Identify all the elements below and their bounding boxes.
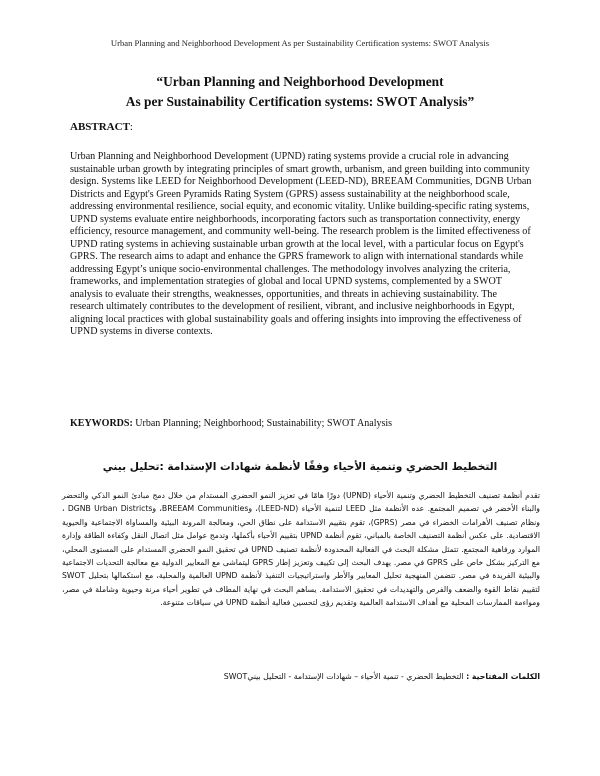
arabic-title: التخطيط الحضري وتنمية الأحياء وفقًا لأنظمة شهادات الإستدامة :تحليل بيني [102, 461, 498, 473]
arabic-keywords [62, 672, 540, 681]
keywords-text: Urban Planning; Neighborhood; Sustainability; SWOT Analysis [132, 418, 393, 429]
arabic-abstract-text: تقدم أنظمة تصنيف التخطيط الحضري وتنمية الأحياء (UPND) دورًا هامًا في تعزيز النمو الحضري المستدام من خلال دمج مبادئ النمو الذكي والتحضر والبناء الأخضر في تصميم المجتمع. عده الأنظمة مثل LEED لتنمية الأحياء (LEED-ND)، وBREEAM Communities، وDGNB Urban Districts ، ونظام تصنيف الأهرامات الخضراء في مصر (GPRS)، تقوم بتقييم الاستدامة على نطاق الحي، ومعالجة المرونة البيئية والمساواة الاجتماعية والحيوية الاقتصادية. على عكس أنظمة التصنيف الخاصة بالمباني، تقوم أنظمة UPND بتقييم الأحياء بأكملها، وتدمج عوامل مثل اتصال النقل وكفاءة الطاقة وإدارة الموارد ورفاهية المجتمع. تتمثل مشكلة البحث في الفعالية المحدودة لأنظمة تصنيف UPND في تحقيق النمو الحضري المستدام على المستوى المحلي، مع التركيز بشكل خاص على GPRS في مصر. يهدف البحث إلى تكييف وتعزيز إطار GPRS ليتماشى مع المعايير الدولية مع معالجة التحديات الاجتماعية والبيئية الفريدة في مصر. تتضمن المنهجية تحليل المعايير والأطر واستراتيجيات التنفيذ لأنظمة UPND العالمية والمحلية، مع استكمالها بتحليل SWOT لتقييم نقاط القوة والضعف والفرص والتهديدات في تحقيق الاستدامة. يساهم البحث في نهاية المطاف في تطوير أحياء مرنة وحيوية وشاملة في مصر، ومواءمة الممارسات المحلية مع أهداف الاستدامة العالمية وتقديم رؤى لتحسين فعالية أنظمة UPND في سياقات متنوعة. [62, 491, 541, 608]
keywords-label: KEYWORDS: [70, 418, 133, 429]
title-line-2: As per Sustainability Certification systems: SWOT Analysis” [125, 94, 475, 109]
paper-title [40, 72, 560, 112]
abstract-text: Urban Planning and Neighborhood Development (UPND) rating systems provide a crucial role in advancing sustainable urban growth by integrating principles of smart growth, urbanism, and green building into community design. Systems like LEED for Neighborhood Development (LEED-ND), BREEAM Communities, DGNB Urban Districts and Egypt's Green Pyramids Rating System (GPRS) assess sustainability at the neighborhood scale, addressing environmental resilience, social equity, and economic vitality. Unlike building-specific rating systems, UPND systems evaluate entire neighborhoods, incorporating factors such as transportation connectivity, energy efficiency, resource management, and community well-being. The research problem is the limited effectiveness of UPND rating systems in achieving sustainable urban growth at the local level, with a particular focus on Egypt's GPRS. The research aims to adapt and enhance the GPRS framework to align with international standards while addressing Egypt’s unique socio-environmental challenges. The methodology involves analyzing the criteria, frameworks, and implementation strategies of global and local UPND systems, complemented by a SWOT analysis to evaluate their strengths, weaknesses, opportunities, and threats in achieving sustainability. The research ultimately contributes to the development of resilient, vibrant, and inclusive neighborhoods in Egypt, aligning local practices with global sustainability goals and offering insights into improving the effectiveness of UPND systems in diverse contexts. [70, 151, 532, 337]
abstract-heading [70, 121, 133, 133]
abstract-heading-label: ABSTRACT [70, 121, 130, 133]
arabic-keywords-label: الكلمات المفتاحية : [466, 672, 540, 681]
keywords [70, 418, 540, 429]
abstract-heading-colon: : [129, 121, 133, 133]
running-head: Urban Planning and Neighborhood Development As per Sustainability Certification systems: SWOT Analysis [110, 38, 490, 48]
title-line-1: “Urban Planning and Neighborhood Development [156, 74, 444, 89]
arabic-keywords-text: التخطيط الحضري - تنمية الأحياء – شهادات الإستدامة - التحليل بينيSWOT [223, 672, 467, 681]
